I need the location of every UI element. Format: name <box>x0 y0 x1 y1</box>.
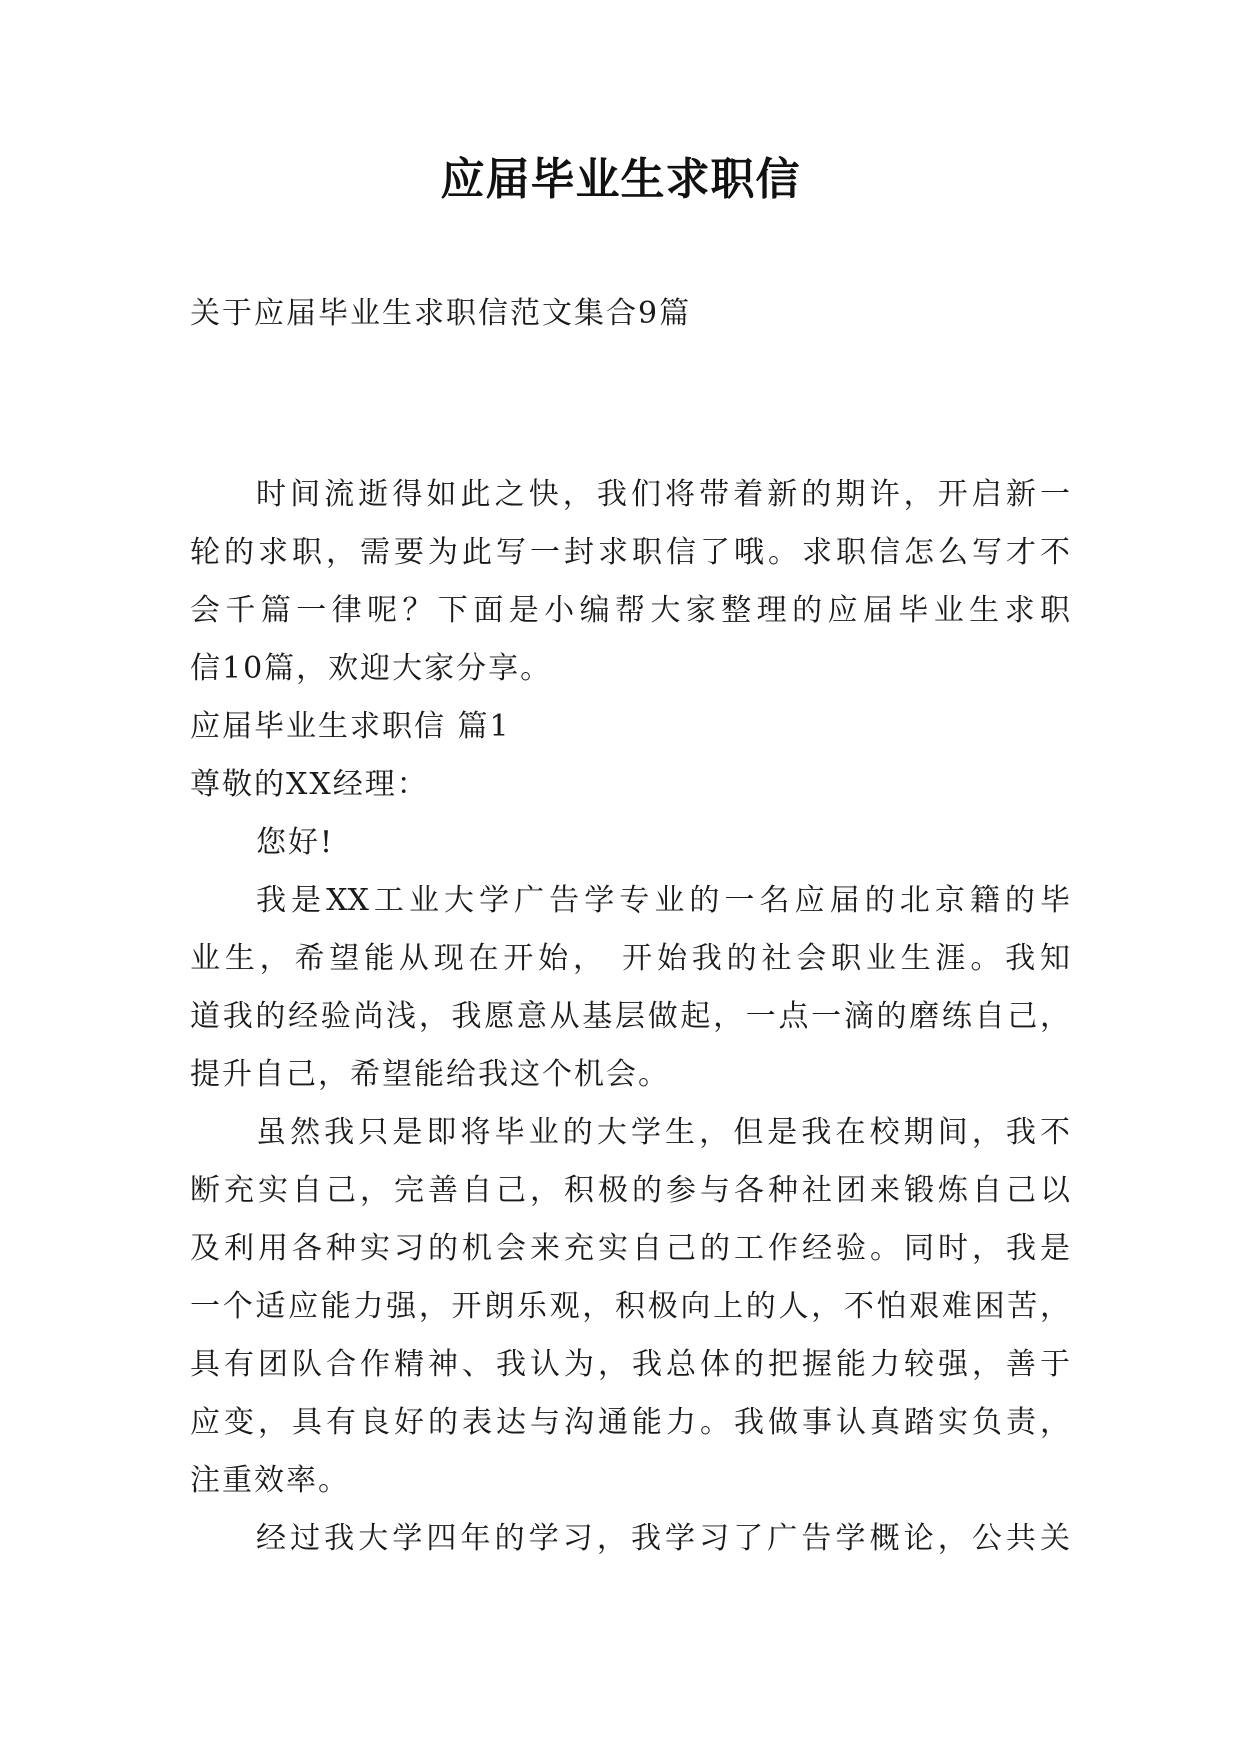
body-line: 时间流逝得如此之快，我们将带着新的期许，开启新一 <box>256 477 1070 512</box>
document-body <box>190 466 1070 1568</box>
body-line: 我是XX工业大学广告学专业的一名应届的北京籍的毕 <box>256 883 1070 918</box>
body-line: 具有团队合作精神、我认为，我总体的把握能力较强，善于 <box>190 1347 1070 1382</box>
document-subtitle: 关于应届毕业生求职信范文集合9篇 <box>190 296 692 331</box>
salutation: 尊敬的XX经理： <box>190 767 429 802</box>
body-line: 道我的经验尚浅，我愿意从基层做起，一点一滴的磨练自己， <box>190 999 1070 1034</box>
body-line: 断充实自己，完善自己，积极的参与各种社团来锻炼自己以 <box>190 1173 1070 1208</box>
body-line: 提升自己，希望能给我这个机会。 <box>190 1057 670 1092</box>
body-line: 及利用各种实习的机会来充实自己的工作经验。同时，我是 <box>190 1231 1070 1266</box>
body-line: 虽然我只是即将毕业的大学生，但是我在校期间，我不 <box>256 1115 1070 1150</box>
body-line: 应变，具有良好的表达与沟通能力。我做事认真踏实负责， <box>190 1405 1070 1440</box>
body-line: 轮的求职，需要为此写一封求职信了哦。求职信怎么写才不 <box>190 535 1070 570</box>
document-title: 应届毕业生求职信 <box>440 154 801 205</box>
body-line: 注重效率。 <box>190 1463 350 1498</box>
body-line: 一个适应能力强，开朗乐观，积极向上的人，不怕艰难困苦， <box>190 1289 1070 1324</box>
body-line: 信10篇，欢迎大家分享。 <box>190 651 553 686</box>
body-line: 会千篇一律呢？下面是小编帮大家整理的应届毕业生求职 <box>190 593 1070 628</box>
section-heading: 应届毕业生求职信 篇1 <box>190 709 511 744</box>
body-line: 业生，希望能从现在开始， 开始我的社会职业生涯。我知 <box>190 941 1070 976</box>
greeting: 您好! <box>256 825 335 860</box>
body-line: 经过我大学四年的学习，我学习了广告学概论，公共关 <box>256 1521 1070 1556</box>
